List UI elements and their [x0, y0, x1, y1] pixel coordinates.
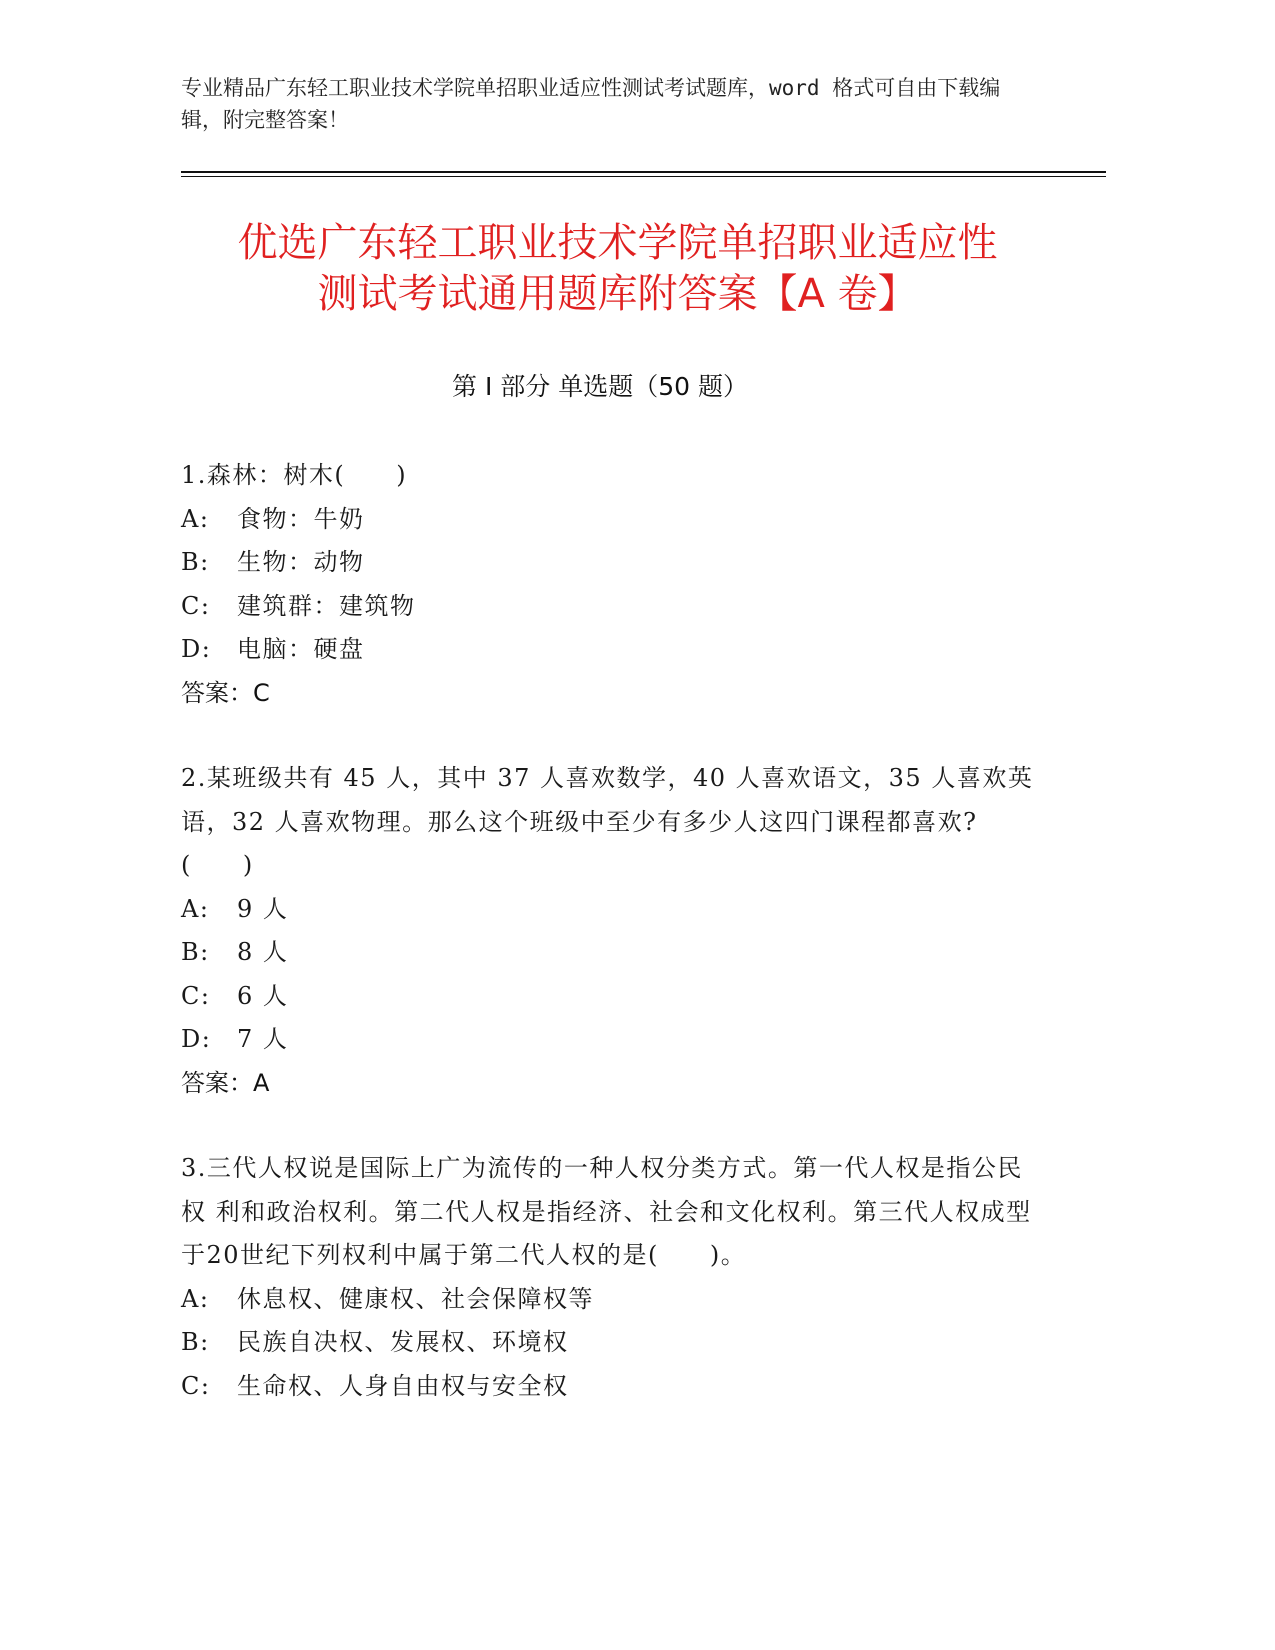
option-text: 6 人: [237, 981, 289, 1010]
option-text: 电脑：硬盘: [237, 635, 365, 663]
option-c: [181, 975, 1041, 1019]
header-divider-thick: [181, 171, 1106, 173]
option-text: 生物：动物: [237, 548, 365, 576]
document-title: [150, 218, 1085, 320]
answer: 答案：C: [181, 678, 270, 707]
option-text: 建筑群：建筑物: [237, 591, 416, 620]
option-d: [181, 628, 1041, 672]
option-text: 休息权、健康权、社会保障权等: [237, 1284, 594, 1313]
document-title-line-1: 优选广东轻工职业技术学院单招职业适应性: [237, 220, 998, 266]
document-title-line-2: 测试考试通用题库附答案【A 卷】: [317, 271, 918, 317]
question-2: [181, 757, 1041, 1105]
option-letter: B:: [181, 1328, 210, 1356]
option-letter: C:: [181, 981, 211, 1010]
question-stem: 1.森林：树木( ): [181, 461, 408, 489]
option-c: [181, 1365, 1041, 1409]
header-note: 专业精品广东轻工职业技术学院单招职业适应性测试考试题库，word 格式可自由下载编辑，附完整答案！: [181, 76, 1001, 132]
option-letter: C:: [181, 1371, 211, 1400]
question-stem: 3.三代人权说是国际上广为流传的一种人权分类方式。第一代人权是指公民权 利和政治权利。第二代人权是指经济、社会和文化权利。第三代人权成型于20世纪下列权利中属于第二代人权的是( )。: [181, 1154, 1032, 1269]
option-letter: A:: [181, 504, 210, 533]
option-letter: A:: [181, 1284, 210, 1313]
option-a: [181, 1278, 1041, 1322]
option-text: 生命权、人身自由权与安全权: [237, 1371, 569, 1400]
option-letter: D:: [181, 635, 212, 663]
option-text: 7 人: [237, 1025, 289, 1053]
option-text: 8 人: [237, 938, 289, 966]
header-divider-thin: [181, 176, 1106, 177]
option-letter: B:: [181, 938, 210, 966]
answer: 答案：A: [181, 1068, 270, 1097]
question-stem: 2.某班级共有 45 人，其中 37 人喜欢数学，40 人喜欢语文，35 人喜欢英语，32 人喜欢物理。那么这个班级中至少有多少人这四门课程都喜欢?( ): [181, 764, 1034, 879]
option-text: 食物：牛奶: [237, 504, 365, 533]
option-d: [181, 1018, 1041, 1062]
question-3: [181, 1147, 1041, 1408]
question-1: [181, 454, 1041, 715]
option-letter: A:: [181, 894, 210, 923]
option-b: [181, 541, 1041, 585]
section-heading: 第 I 部分 单选题（50 题）: [452, 372, 748, 401]
option-letter: C:: [181, 591, 211, 620]
option-text: 民族自决权、发展权、环境权: [237, 1328, 569, 1356]
option-letter: B:: [181, 548, 210, 576]
option-letter: D:: [181, 1025, 212, 1053]
option-b: [181, 931, 1041, 975]
question-list: [181, 454, 1041, 1450]
option-b: [181, 1321, 1041, 1365]
option-a: [181, 498, 1041, 542]
option-c: [181, 585, 1041, 629]
option-text: 9 人: [237, 894, 289, 923]
option-a: [181, 888, 1041, 932]
